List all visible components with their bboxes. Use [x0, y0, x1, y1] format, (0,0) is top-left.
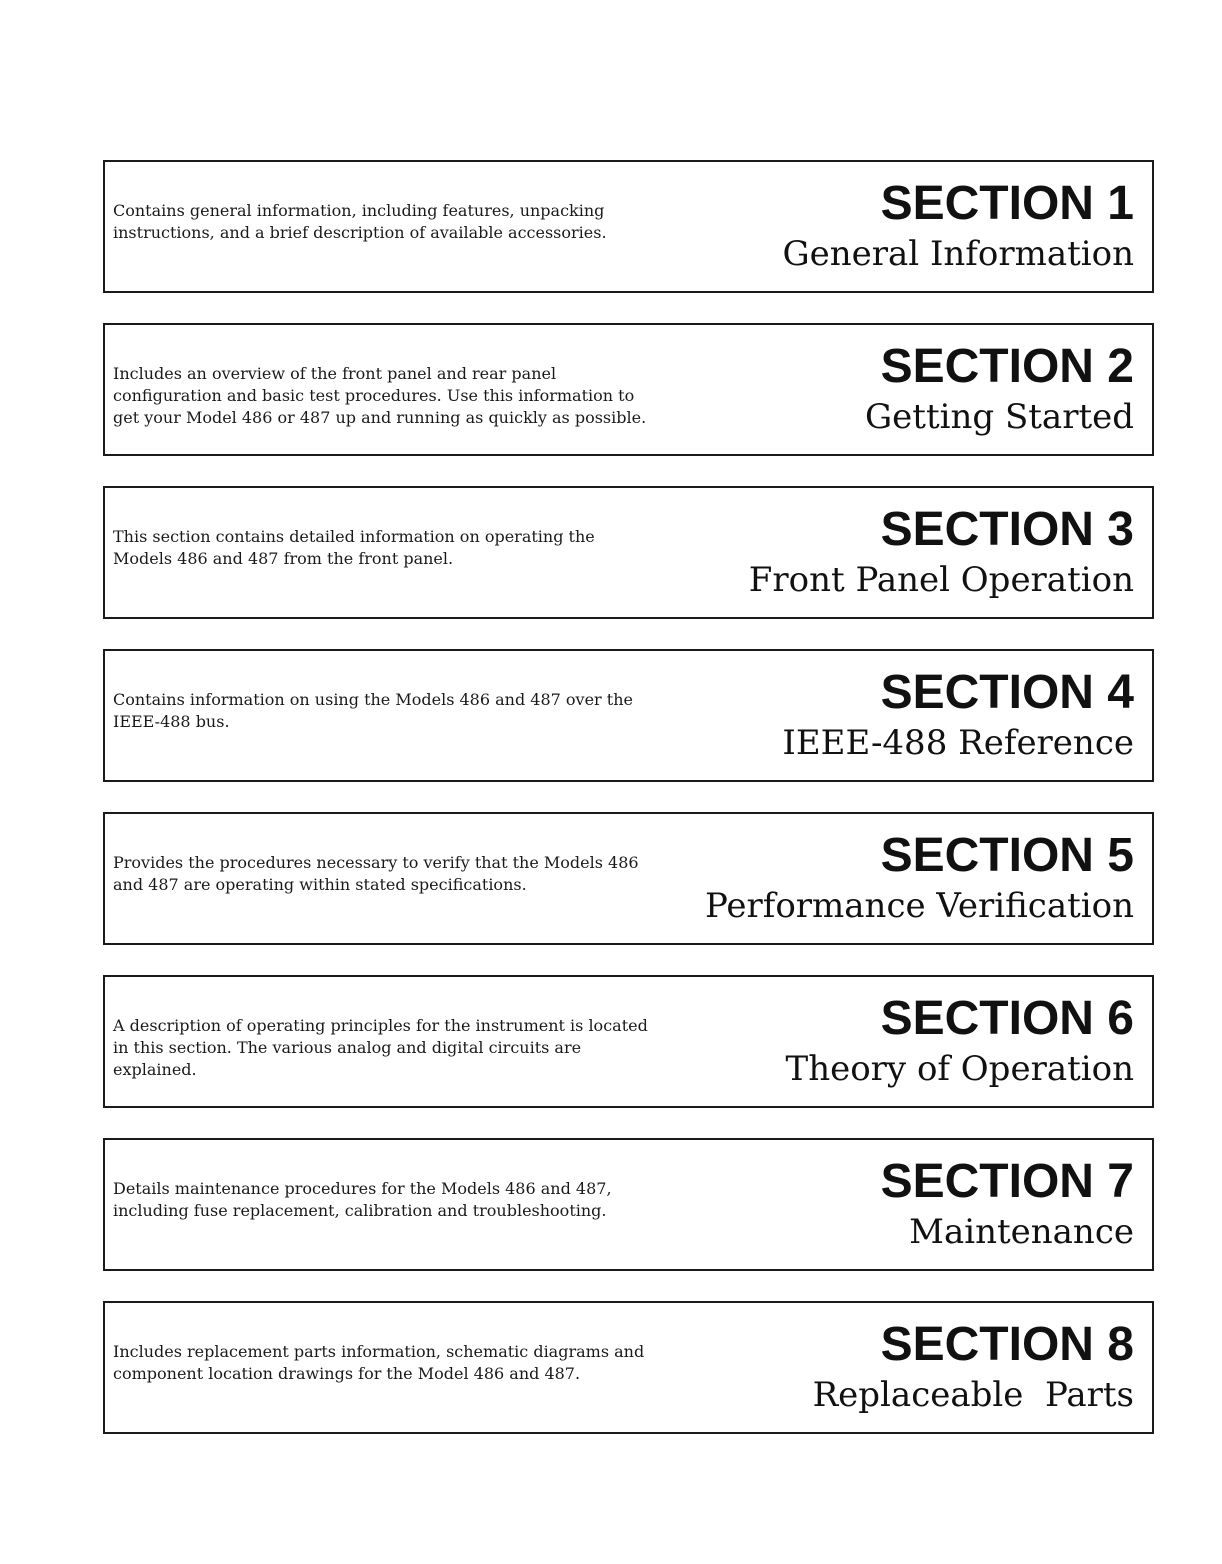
- section-title: IEEE-488 Reference: [782, 723, 1134, 763]
- section-heading: [782, 176, 1134, 274]
- section-description: Contains general information, including features, unpacking instructions, and a brief description of available accessories.: [113, 201, 607, 242]
- section-tab-6[interactable]: [103, 975, 1154, 1108]
- section-title: Maintenance: [909, 1212, 1134, 1252]
- section-number: SECTION 8: [880, 1318, 1134, 1371]
- section-description: Includes replacement parts information, schematic diagrams and component location drawings for the Model 486 and 487.: [113, 1342, 645, 1383]
- section-tab-list: [103, 160, 1154, 1464]
- section-description: A description of operating principles for the instrument is located in this section. The various analog and digital circuits are explained.: [113, 1016, 648, 1079]
- section-title: General Information: [782, 234, 1134, 274]
- section-description: Details maintenance procedures for the Models 486 and 487, including fuse replacement, calibration and troubleshooting.: [113, 1179, 612, 1220]
- section-number: SECTION 4: [880, 666, 1134, 719]
- section-title: Getting Started: [865, 397, 1134, 437]
- section-description: Provides the procedures necessary to verify that the Models 486 and 487 are operating within stated specifications.: [113, 853, 639, 894]
- section-tab-3[interactable]: [103, 486, 1154, 619]
- section-title: Replaceable Parts: [812, 1375, 1134, 1415]
- section-tab-4[interactable]: [103, 649, 1154, 782]
- section-heading: [865, 339, 1134, 437]
- section-heading: [705, 828, 1134, 926]
- section-tab-1[interactable]: [103, 160, 1154, 293]
- section-number: SECTION 6: [880, 992, 1134, 1045]
- section-heading: [881, 1154, 1134, 1252]
- section-title: Front Panel Operation: [748, 560, 1134, 600]
- section-tab-2[interactable]: [103, 323, 1154, 456]
- section-heading: [749, 502, 1134, 600]
- section-description: This section contains detailed information on operating the Models 486 and 487 from the front panel.: [113, 527, 595, 568]
- section-heading: [782, 665, 1134, 763]
- section-heading: [813, 1317, 1134, 1415]
- section-number: SECTION 5: [880, 829, 1134, 882]
- section-number: SECTION 7: [880, 1155, 1134, 1208]
- section-tab-8[interactable]: [103, 1301, 1154, 1434]
- section-tab-5[interactable]: [103, 812, 1154, 945]
- section-title: Performance Verification: [705, 886, 1134, 926]
- section-number: SECTION 1: [880, 177, 1134, 230]
- section-heading: [786, 991, 1134, 1089]
- section-number: SECTION 2: [880, 340, 1134, 393]
- section-tab-7[interactable]: [103, 1138, 1154, 1271]
- section-description: Includes an overview of the front panel and rear panel configuration and basic test procedures. Use this information to get your Model 486 or 487 up and running as quickly as possible.: [113, 364, 647, 427]
- section-title: Theory of Operation: [785, 1049, 1134, 1089]
- section-description: Contains information on using the Models 486 and 487 over the IEEE-488 bus.: [113, 690, 633, 731]
- section-number: SECTION 3: [880, 503, 1134, 556]
